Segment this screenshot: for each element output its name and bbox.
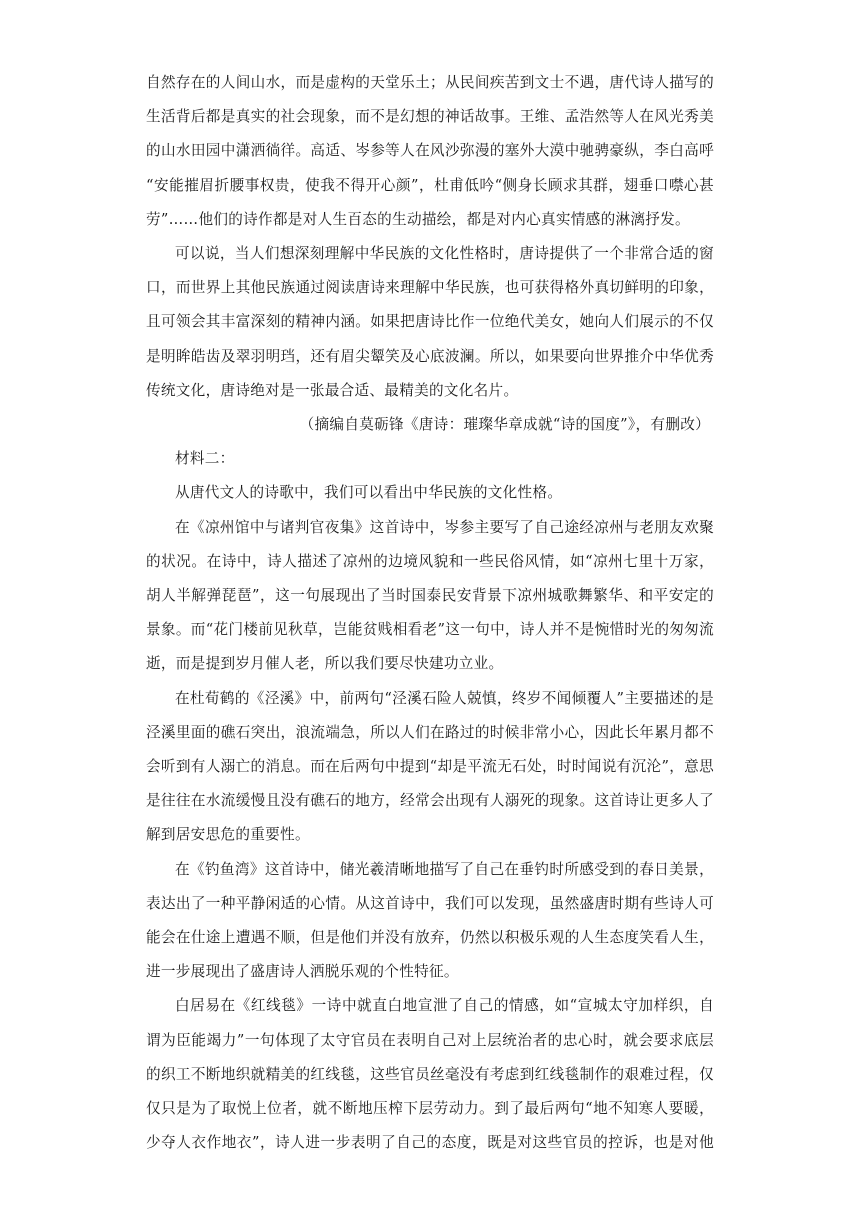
text-line: 能会在仕途上遭遇不顺，但是他们并没有放弃，仍然以积极乐观的人生态度笑看人生， bbox=[146, 929, 714, 947]
text-line: 景象。而“花门楼前见秋草，岂能贫贱相看老”这一句中，诗人并不是惋惜时光的匆匆流 bbox=[146, 621, 714, 639]
text-line: 的织工不断地织就精美的红线毯，这些官员丝毫没有考虑到红线毯制作的艰难过程，仅 bbox=[146, 1065, 714, 1083]
text-line: 仅只是为了取悦上位者，就不断地压榨下层劳动力。到了最后两句“地不知寒人要暖， bbox=[146, 1100, 714, 1118]
text-line: 在《凉州馆中与诸判官夜集》这首诗中，岑参主要写了自己途经凉州与老朋友欢聚 bbox=[175, 518, 714, 536]
text-line: 口，而世界上其他民族通过阅读唐诗来理解中华民族，也可获得格外真切鲜明的印象， bbox=[146, 279, 714, 297]
text-line: “安能摧眉折腰事权贵，使我不得开心颜”，杜甫低吟“侧身长顾求其群，翅垂口噤心甚 bbox=[146, 176, 714, 194]
text-line: 逝，而是提到岁月催人老，所以我们要尽快建功立业。 bbox=[146, 655, 504, 673]
article-body bbox=[146, 66, 714, 1161]
text-line: 会听到有人溺亡的消息。而在后两句中提到“却是平流无石处，时时闻说有沉沦”，意思 bbox=[146, 758, 714, 776]
source-citation: （摘编自莫砺锋《唐诗：璀璨华章成就“诗的国度”》，有删改） bbox=[299, 416, 710, 434]
text-line: 从唐代文人的诗歌中，我们可以看出中华民族的文化性格。 bbox=[175, 484, 563, 502]
text-line: 是明眸皓齿及翠羽明珰，还有眉尖颦笑及心底波澜。所以，如果要向世界推介中华优秀 bbox=[146, 347, 714, 365]
text-line: 在杜荀鹤的《泾溪》中，前两句“泾溪石险人兢慎，终岁不闻倾覆人”主要描述的是 bbox=[175, 689, 714, 707]
text-line: 且可领会其丰富深刻的精神内涵。如果把唐诗比作一位绝代美女，她向人们展示的不仅 bbox=[146, 313, 714, 331]
text-line: 胡人半解弹琵琶”，这一句展现出了当时国泰民安背景下凉州城歌舞繁华、和平安定的 bbox=[146, 587, 714, 605]
text-line: 少夺人衣作地衣”，诗人进一步表明了自己的态度，既是对这些官员的控诉，也是对他 bbox=[146, 1134, 714, 1152]
text-line: 劳”……他们的诗作都是对人生百态的生动描绘，都是对内心真实情感的淋漓抒发。 bbox=[146, 210, 690, 228]
text-line: 白居易在《红线毯》一诗中就直白地宣泄了自己的情感，如“宣城太守加样织，自 bbox=[175, 997, 714, 1015]
text-line: 解到居安思危的重要性。 bbox=[146, 826, 310, 844]
text-line: 谓为臣能竭力”一句体现了太守官员在表明自己对上层统治者的忠心时，就会要求底层 bbox=[146, 1031, 714, 1049]
text-line: 材料二： bbox=[175, 450, 235, 468]
text-line: 生活背后都是真实的社会现象，而不是幻想的神话故事。王维、孟浩然等人在风光秀美 bbox=[146, 108, 714, 126]
text-line: 的山水田园中潇洒徜徉。高适、岑参等人在风沙弥漫的塞外大漠中驰骋豪纵，李白高呼 bbox=[146, 142, 714, 160]
text-line: 在《钓鱼湾》这首诗中，储光羲清晰地描写了自己在垂钓时所感受到的春日美景， bbox=[175, 860, 714, 878]
text-line: 泾溪里面的礁石突出，浪流端急，所以人们在路过的时候非常小心，因此长年累月都不 bbox=[146, 723, 714, 741]
text-line: 的状况。在诗中，诗人描述了凉州的边境风貌和一些民俗风情，如“凉州七里十万家， bbox=[146, 552, 714, 570]
text-line: 可以说，当人们想深刻理解中华民族的文化性格时，唐诗提供了一个非常合适的窗 bbox=[175, 245, 714, 263]
text-line: 自然存在的人间山水，而是虚构的天堂乐土；从民间疾苦到文士不遇，唐代诗人描写的 bbox=[146, 74, 714, 91]
text-line: 进一步展现出了盛唐诗人洒脱乐观的个性特征。 bbox=[146, 963, 459, 981]
text-line: 是往往在水流缓慢且没有礁石的地方，经常会出现有人溺死的现象。这首诗让更多人了 bbox=[146, 792, 714, 810]
text-line: 传统文化，唐诗绝对是一张最合适、最精美的文化名片。 bbox=[146, 381, 519, 399]
text-line: 表达出了一种平静闲适的心情。从这首诗中，我们可以发现，虽然盛唐时期有些诗人可 bbox=[146, 894, 714, 912]
